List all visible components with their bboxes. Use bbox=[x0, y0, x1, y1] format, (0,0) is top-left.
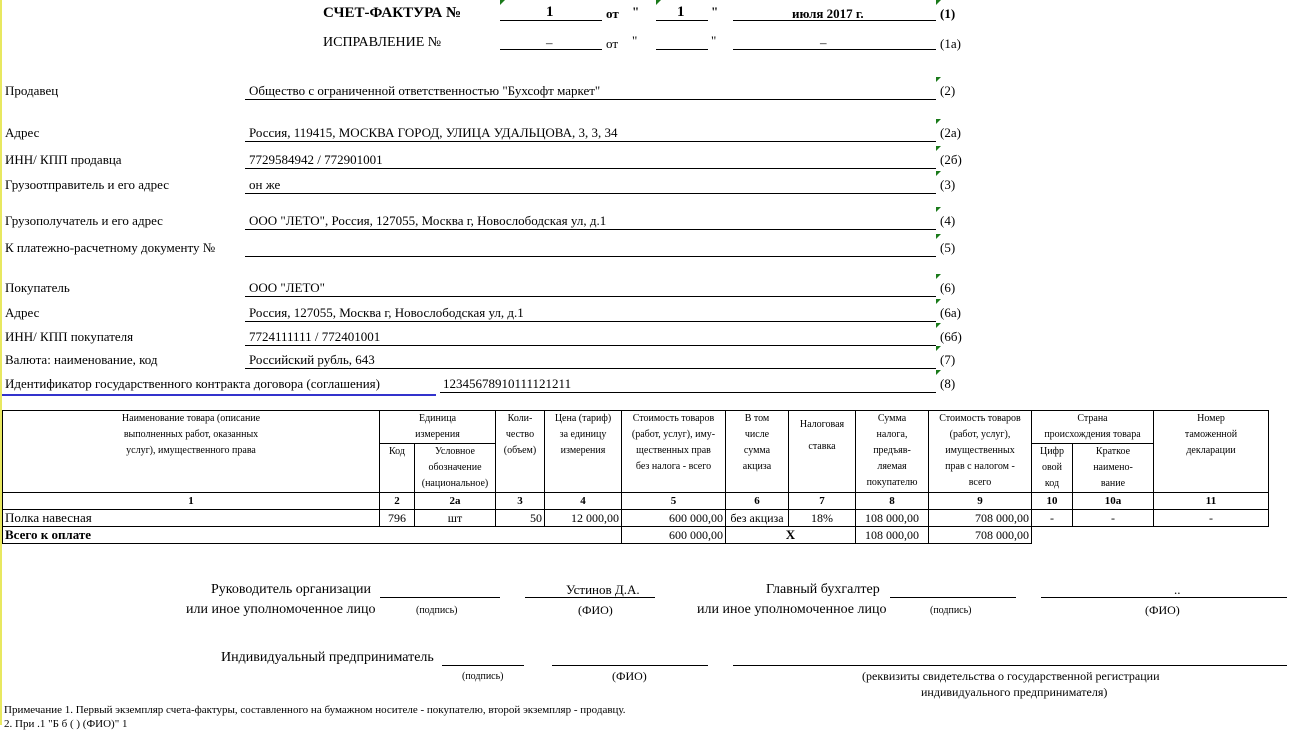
th-unit: Единица измерения bbox=[380, 411, 496, 444]
code-1: (1) bbox=[940, 6, 956, 21]
accountant-label: Главный бухгалтер bbox=[766, 582, 880, 597]
field-code: (7) bbox=[940, 352, 956, 367]
th-excise: В том числе сумма акциза bbox=[726, 411, 789, 493]
ip-fio-hint: (ФИО) bbox=[612, 669, 647, 683]
row-price: 12 000,00 bbox=[545, 510, 622, 527]
from-label: от bbox=[606, 6, 619, 21]
th-name: Наименование товара (описание выполненных работ, оказанных услуг), имущественного права bbox=[3, 411, 380, 493]
field-code: (2а) bbox=[940, 125, 961, 140]
head-fio-hint: (ФИО) bbox=[578, 603, 613, 617]
totals-label: Всего к оплате bbox=[3, 527, 622, 544]
correction-date: – bbox=[820, 35, 827, 50]
ip-label: Индивидуальный предприниматель bbox=[221, 650, 434, 665]
ip-requisites-2: индивидуального предпринимателя) bbox=[921, 685, 1108, 699]
correction-label: ИСПРАВЛЕНИЕ № bbox=[323, 35, 442, 50]
totals-excise: X bbox=[726, 527, 856, 544]
accountant-name: .. bbox=[1174, 582, 1181, 597]
field-label: ИНН/ КПП продавца bbox=[5, 152, 122, 167]
field-code: (2) bbox=[940, 83, 956, 98]
row-total: 708 000,00 bbox=[929, 510, 1032, 527]
field-code: (4) bbox=[940, 213, 956, 228]
row-unit: шт bbox=[415, 510, 496, 527]
code-1a: (1а) bbox=[940, 36, 961, 51]
invoice-day: 1 bbox=[677, 4, 685, 20]
totals-row bbox=[3, 527, 1269, 544]
field-value[interactable]: 7724111111 / 772401001 bbox=[249, 329, 381, 344]
field-value[interactable]: он же bbox=[249, 177, 281, 192]
correction-quote-open: " bbox=[632, 33, 638, 48]
field-code: (6а) bbox=[940, 305, 961, 320]
totals-total: 708 000,00 bbox=[929, 527, 1032, 544]
goods-table bbox=[2, 410, 1269, 544]
field-label: Валюта: наименование, код bbox=[5, 352, 158, 367]
accountant-label-2: или иное уполномоченное лицо bbox=[697, 602, 887, 617]
field-value[interactable]: Россия, 119415, МОСКВА ГОРОД, УЛИЦА УДАЛЬЦОВА, 3, 3, 34 bbox=[249, 125, 618, 140]
accountant-sign-hint: (подпись) bbox=[930, 605, 972, 616]
th-price: Цена (тариф) за единицу измерения bbox=[545, 411, 622, 493]
th-country-code: Цифр овой код bbox=[1032, 444, 1073, 493]
head-name: Устинов Д.А. bbox=[566, 582, 640, 597]
correction-number: – bbox=[546, 35, 553, 50]
note-1: Примечание 1. Первый экземпляр счета-фактуры, составленного на бумажном носителе - покупателю, второй экземпляр - продавцу. bbox=[4, 704, 626, 716]
field-code: (8) bbox=[940, 376, 956, 391]
th-unit-code: Код bbox=[380, 444, 415, 493]
th-unit-symbol: Условное обозначение (национальное) bbox=[415, 444, 496, 493]
row-qty: 50 bbox=[496, 510, 545, 527]
field-value[interactable]: Российский рубль, 643 bbox=[249, 352, 375, 367]
field-code: (3) bbox=[940, 177, 956, 192]
quote-close: " bbox=[711, 4, 719, 19]
field-label: Грузоотправитель и его адрес bbox=[5, 177, 170, 192]
sheet-edge bbox=[0, 0, 2, 725]
table-row bbox=[3, 510, 1269, 527]
field-label: К платежно-расчетному документу № bbox=[5, 240, 216, 255]
field-value[interactable]: ООО "ЛЕТО" bbox=[249, 280, 325, 295]
head-sign-hint: (подпись) bbox=[416, 605, 458, 616]
invoice-month-year: июля 2017 г. bbox=[792, 6, 864, 21]
note-2: 2. При .1 "Б б ( ) (ФИО)" 1 bbox=[4, 718, 128, 730]
totals-tax: 108 000,00 bbox=[856, 527, 929, 544]
th-total: Стоимость товаров (работ, услуг), имущественных прав с налогом - всего bbox=[929, 411, 1032, 493]
field-label: Продавец bbox=[5, 83, 59, 98]
field-value[interactable]: 7729584942 / 772901001 bbox=[249, 152, 383, 167]
field-value[interactable]: 12345678910111121211 bbox=[443, 376, 572, 391]
field-label: Грузополучатель и его адрес bbox=[5, 213, 163, 228]
field-code: (6) bbox=[940, 280, 956, 295]
accountant-fio-hint: (ФИО) bbox=[1145, 603, 1180, 617]
th-qty: Коли- чество (объем) bbox=[496, 411, 545, 493]
row-excise: без акциза bbox=[726, 510, 789, 527]
th-customs: Номер таможенной декларации bbox=[1154, 411, 1269, 493]
column-numbers-row: 1 2 2а 3 4 5 6 7 8 9 10 10а 11 bbox=[3, 493, 1269, 510]
highlight-underline bbox=[2, 394, 436, 396]
th-cost: Стоимость товаров (работ, услуг), иму- щественных прав без налога - всего bbox=[622, 411, 726, 493]
correction-from: от bbox=[606, 36, 619, 51]
th-tax: Сумма налога, предъяв- ляемая покупателю bbox=[856, 411, 929, 493]
row-unit-code: 796 bbox=[380, 510, 415, 527]
row-country-name: - bbox=[1073, 510, 1154, 527]
field-value[interactable]: ООО "ЛЕТО", Россия, 127055, Москва г, Новослободская ул, д.1 bbox=[249, 213, 607, 228]
field-label: Адрес bbox=[5, 305, 40, 320]
field-code: (6б) bbox=[940, 329, 962, 344]
th-rate: Налоговая ставка bbox=[789, 411, 856, 493]
ip-sign-hint: (подпись) bbox=[462, 671, 504, 682]
totals-cost: 600 000,00 bbox=[622, 527, 726, 544]
head-label-2: или иное уполномоченное лицо bbox=[186, 602, 376, 617]
row-customs: - bbox=[1154, 510, 1269, 527]
field-label: Покупатель bbox=[5, 280, 70, 295]
invoice-title: СЧЕТ-ФАКТУРА № bbox=[323, 5, 462, 21]
field-label: Идентификатор государственного контракта договора (соглашения) bbox=[5, 376, 380, 391]
field-code: (5) bbox=[940, 240, 956, 255]
th-country-name: Краткое наимено- вание bbox=[1073, 444, 1154, 493]
row-name: Полка навесная bbox=[3, 510, 380, 527]
row-tax: 108 000,00 bbox=[856, 510, 929, 527]
th-country: Страна происхождения товара bbox=[1032, 411, 1154, 444]
row-country-code: - bbox=[1032, 510, 1073, 527]
row-rate: 18% bbox=[789, 510, 856, 527]
field-value[interactable]: Общество с ограниченной ответственностью "Бухсофт маркет" bbox=[249, 83, 601, 98]
quote-open: " bbox=[632, 4, 640, 19]
invoice-number: 1 bbox=[546, 4, 554, 20]
row-cost: 600 000,00 bbox=[622, 510, 726, 527]
correction-quote-close: " bbox=[711, 33, 717, 48]
ip-requisites-1: (реквизиты свидетельства о государственной регистрации bbox=[862, 669, 1160, 683]
field-value[interactable]: Россия, 127055, Москва г, Новослободская ул, д.1 bbox=[249, 305, 524, 320]
field-label: Адрес bbox=[5, 125, 40, 140]
field-label: ИНН/ КПП покупателя bbox=[5, 329, 134, 344]
field-code: (2б) bbox=[940, 152, 962, 167]
head-label: Руководитель организации bbox=[211, 582, 371, 597]
